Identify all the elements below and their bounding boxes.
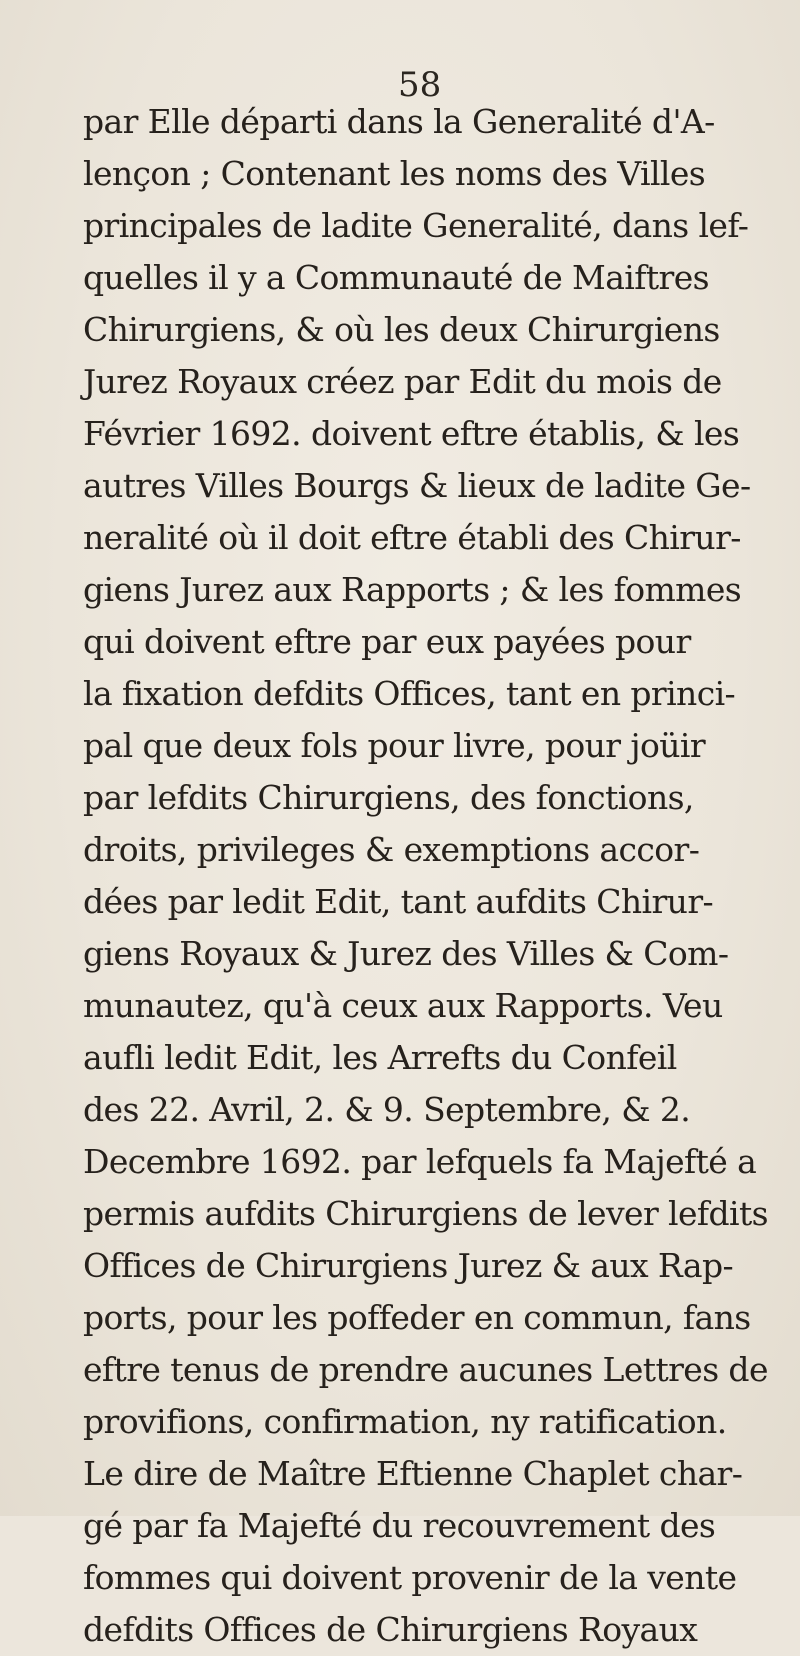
text-line: permis aufdits Chirurgiens de lever lefdits [83, 1194, 768, 1233]
text-line: Decembre 1692. par lefquels fa Majefté a [83, 1142, 757, 1181]
text-line: neralité où il doit eftre établi des Chirur- [83, 518, 741, 557]
text-line: par lefdits Chirurgiens, des fonctions, [83, 778, 694, 817]
text-line: par Elle départi dans la Generalité d'A- [83, 102, 715, 141]
text-line: gé par fa Majefté du recouvrement des [83, 1506, 716, 1545]
text-line: defdits Offices de Chirurgiens Royaux [83, 1610, 698, 1649]
body-text [83, 96, 783, 1656]
text-line: giens Jurez aux Rapports ; & les fommes [83, 570, 742, 609]
text-line: ports, pour les poffeder en commun, fans [83, 1298, 751, 1337]
text-line: provifions, confirmation, ny ratification. [83, 1402, 727, 1441]
text-line: Chirurgiens, & où les deux Chirurgiens [83, 310, 720, 349]
text-line: Jurez Royaux créez par Edit du mois de [83, 362, 722, 401]
text-line: Le dire de Maître Eftienne Chaplet char- [83, 1454, 743, 1493]
text-line: giens Royaux & Jurez des Villes & Com- [83, 934, 729, 973]
text-line: la fixation defdits Offices, tant en princi- [83, 674, 736, 713]
page-number: 58 [398, 65, 442, 105]
text-line: Février 1692. doivent eftre établis, & les [83, 414, 740, 453]
text-line: quelles il y a Communauté de Maiftres [83, 258, 709, 297]
text-line: pal que deux fols pour livre, pour joüir [83, 726, 706, 765]
text-line: lençon ; Contenant les noms des Villes [83, 154, 706, 193]
text-line: aufli ledit Edit, les Arrefts du Confeil [83, 1038, 677, 1077]
text-line: fommes qui doivent provenir de la vente [83, 1558, 737, 1597]
text-line: autres Villes Bourgs & lieux de ladite Ge- [83, 466, 751, 505]
text-line: qui doivent eftre par eux payées pour [83, 622, 691, 661]
text-line: eftre tenus de prendre aucunes Lettres de [83, 1350, 768, 1389]
text-line: dées par ledit Edit, tant aufdits Chirur- [83, 882, 714, 921]
text-line: Offices de Chirurgiens Jurez & aux Rap- [83, 1246, 734, 1285]
text-line: munautez, qu'à ceux aux Rapports. Veu [83, 986, 723, 1025]
text-line: principales de ladite Generalité, dans lef- [83, 206, 749, 245]
text-line: droits, privileges & exemptions accor- [83, 830, 700, 869]
text-line: des 22. Avril, 2. & 9. Septembre, & 2. [83, 1090, 691, 1129]
